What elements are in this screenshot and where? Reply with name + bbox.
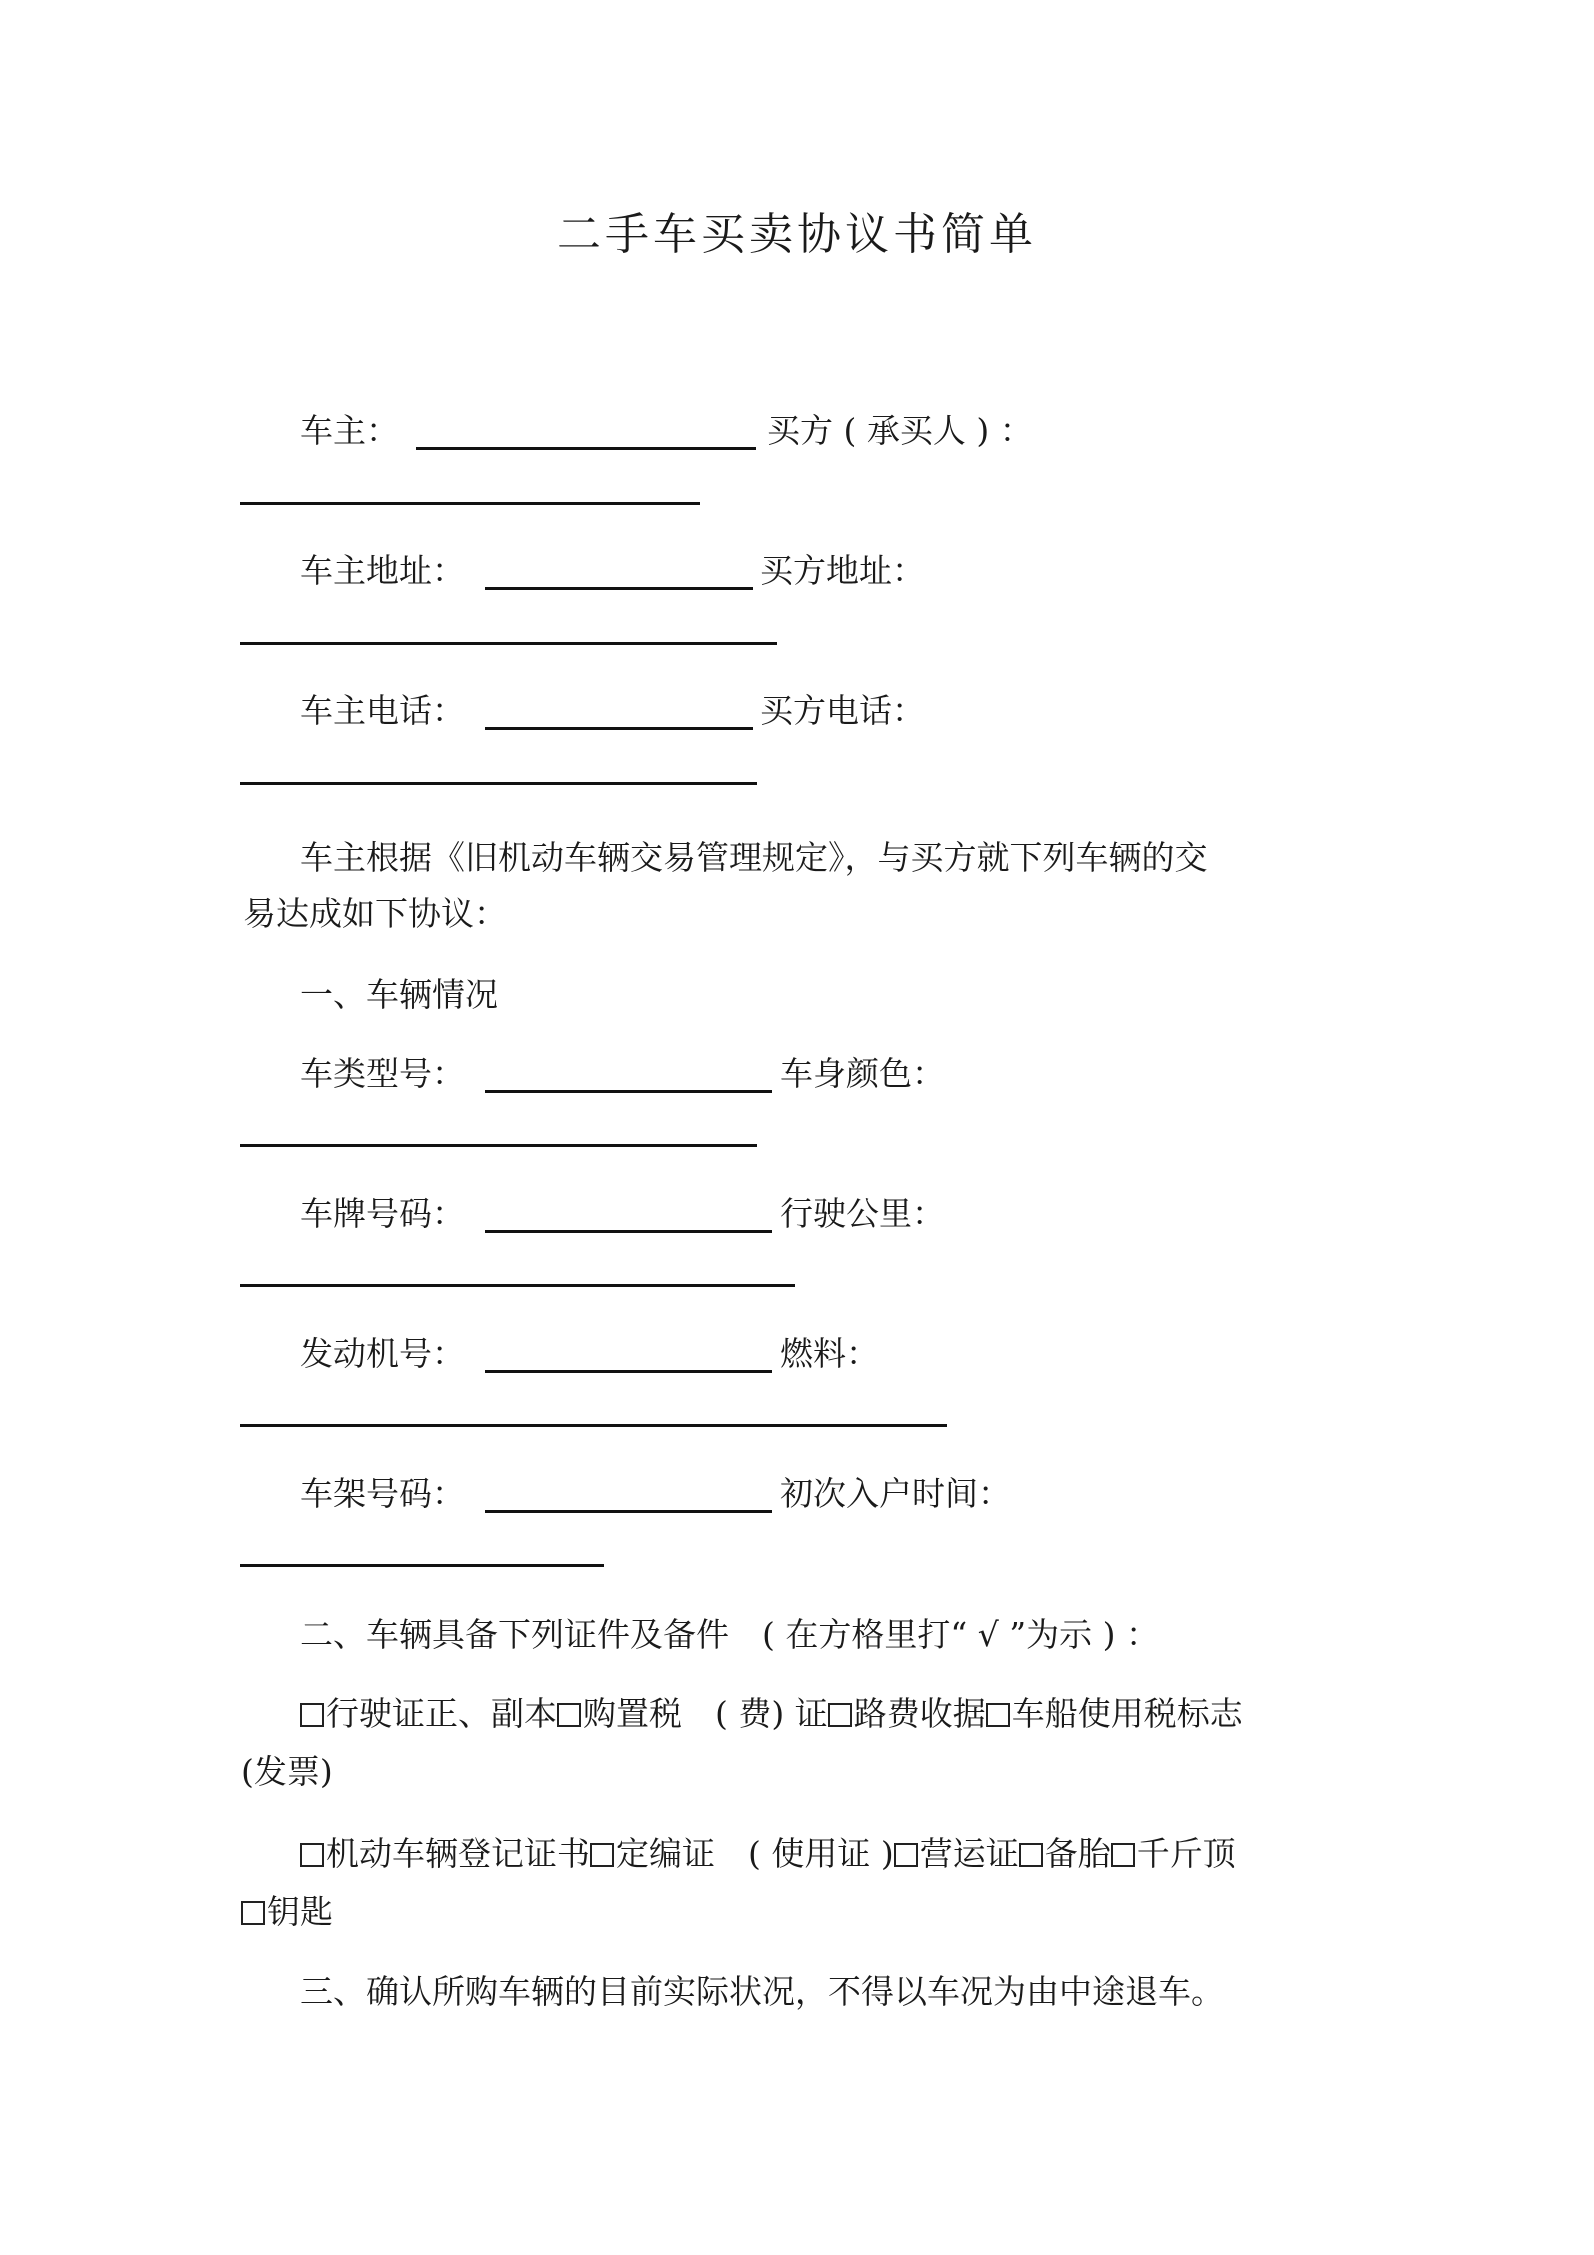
owner-address-blank[interactable]	[485, 587, 753, 590]
buyer-phone-label: 买方电话：	[760, 691, 925, 730]
buyer-blank[interactable]	[240, 502, 700, 505]
section2-heading: 二、车辆具备下列证件及备件 ( 在方格里打“ √ ”为示 ) ：	[300, 1615, 1159, 1654]
item-keys: 钥匙	[267, 1892, 333, 1931]
owner-phone-label: 车主电话：	[300, 691, 465, 730]
item-road-fee: 路费收据	[853, 1694, 986, 1733]
model-blank[interactable]	[485, 1090, 772, 1093]
item-jack: 千斤顶	[1136, 1834, 1236, 1873]
owner-blank[interactable]	[416, 447, 756, 450]
item-operation-cert: 营运证	[919, 1834, 1019, 1873]
color-blank[interactable]	[240, 1144, 757, 1147]
checkbox-purchase-tax[interactable]	[557, 1703, 581, 1727]
section3-heading: 三、确认所购车辆的目前实际状况，不得以车况为由中途退车。	[300, 1972, 1224, 2011]
item-spare-tire: 备胎	[1044, 1834, 1111, 1873]
mileage-blank[interactable]	[240, 1284, 795, 1287]
buyer-address-label: 买方地址：	[760, 551, 925, 590]
documents-line-1-cont: (发票)	[241, 1752, 333, 1791]
checkbox-driving-license[interactable]	[300, 1703, 324, 1727]
document-title: 二手车买卖协议书简单	[557, 209, 1037, 260]
item-registration-cert: 机动车辆登记证书	[326, 1834, 590, 1873]
plate-label: 车牌号码：	[300, 1194, 465, 1233]
documents-line-2	[300, 1834, 1236, 1873]
model-label: 车类型号：	[300, 1054, 465, 1093]
buyer-phone-blank[interactable]	[240, 782, 757, 785]
plate-blank[interactable]	[485, 1230, 772, 1233]
documents-line-2-cont	[241, 1892, 333, 1931]
frame-blank[interactable]	[485, 1510, 772, 1513]
first-registration-blank[interactable]	[240, 1564, 604, 1567]
section1-heading: 一、车辆情况	[300, 975, 498, 1014]
checkbox-spare-tire[interactable]	[1019, 1843, 1043, 1867]
first-registration-label: 初次入户时间：	[780, 1474, 1011, 1513]
buyer-label: 买方 ( 承买人 ) ：	[767, 411, 1033, 450]
checkbox-registration-cert[interactable]	[300, 1843, 324, 1867]
engine-label: 发动机号：	[300, 1334, 465, 1373]
frame-label: 车架号码：	[300, 1474, 465, 1513]
checkbox-operation-cert[interactable]	[894, 1843, 918, 1867]
color-label: 车身颜色：	[780, 1054, 945, 1093]
item-purchase-tax: 购置税 ( 费) 证	[583, 1694, 828, 1733]
checkbox-road-fee[interactable]	[828, 1703, 852, 1727]
fuel-label: 燃料：	[780, 1334, 879, 1373]
owner-label: 车主：	[300, 411, 399, 450]
item-seating-cert: 定编证 ( 使用证 )	[616, 1834, 894, 1873]
item-driving-license: 行驶证正、副本	[326, 1694, 557, 1733]
item-vessel-tax: 车船使用税标志	[1011, 1694, 1243, 1733]
intro-line-2: 易达成如下协议：	[243, 894, 507, 933]
buyer-address-blank[interactable]	[240, 642, 777, 645]
checkbox-seating-cert[interactable]	[590, 1843, 614, 1867]
checkbox-jack[interactable]	[1111, 1843, 1135, 1867]
engine-blank[interactable]	[485, 1370, 772, 1373]
owner-address-label: 车主地址：	[300, 551, 465, 590]
documents-line-1	[300, 1694, 1243, 1733]
intro-line-1: 车主根据《旧机动车辆交易管理规定》，与买方就下列车辆的交	[300, 838, 1208, 877]
owner-phone-blank[interactable]	[485, 727, 753, 730]
mileage-label: 行驶公里：	[780, 1194, 945, 1233]
fuel-blank[interactable]	[240, 1424, 947, 1427]
checkbox-keys[interactable]	[241, 1901, 265, 1925]
checkbox-vessel-tax[interactable]	[986, 1703, 1010, 1727]
